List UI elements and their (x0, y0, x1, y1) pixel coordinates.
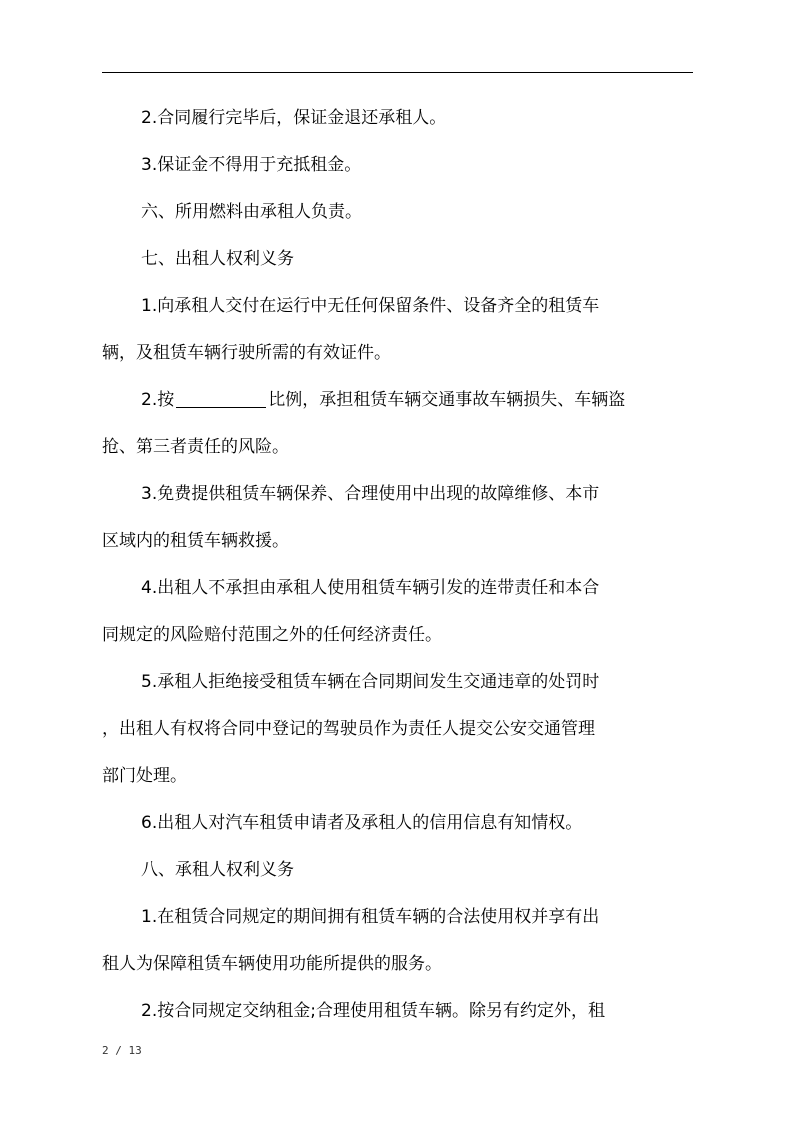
paragraph-lessor-duty-3-line-2: 区域内的租赁车辆救援。 (102, 531, 289, 551)
paragraph-lessee-right-2-line-1: 2.按合同规定交纳租金;合理使用租赁车辆。除另有约定外，租 (141, 1001, 605, 1021)
paragraph-deposit-not-rent: 3.保证金不得用于充抵租金。 (141, 155, 362, 175)
section-six-heading: 六、所用燃料由承租人负责。 (141, 202, 362, 222)
paragraph-lessor-duty-3-line-1: 3.免费提供租赁车辆保养、合理使用中出现的故障维修、本市 (141, 484, 600, 504)
paragraph-lessee-right-1-line-2: 租人为保障租赁车辆使用功能所提供的服务。 (102, 954, 442, 974)
paragraph-lessor-duty-2-line-2: 抢、第三者责任的风险。 (102, 437, 289, 457)
paragraph-deposit-return: 2.合同履行完毕后，保证金退还承租人。 (141, 108, 447, 128)
document-body (102, 95, 693, 1035)
paragraph-lessor-duty-1-line-2: 辆，及租赁车辆行驶所需的有效证件。 (102, 343, 391, 363)
page-number: 2 / 13 (102, 1044, 142, 1057)
paragraph-lessor-duty-6: 6.出租人对汽车租赁申请者及承租人的信用信息有知情权。 (141, 813, 583, 833)
paragraph-lessor-duty-5-line-3: 部门处理。 (102, 766, 187, 786)
paragraph-lessor-duty-2-text: 比例，承担租赁车辆交通事故车辆损失、车辆盗 (268, 390, 626, 410)
paragraph-lessor-duty-1-line-1: 1.向承租人交付在运行中无任何保留条件、设备齐全的租赁车 (141, 296, 600, 316)
paragraph-lessor-duty-5-line-2: ，出租人有权将合同中登记的驾驶员作为责任人提交公安交通管理 (102, 719, 595, 739)
paragraph-lessor-duty-4-line-2: 同规定的风险赔付范围之外的任何经济责任。 (102, 625, 442, 645)
paragraph-lessee-right-1-line-1: 1.在租赁合同规定的期间拥有租赁车辆的合法使用权并享有出 (141, 907, 600, 927)
section-seven-heading: 七、出租人权利义务 (141, 249, 294, 269)
paragraph-lessor-duty-2-prefix: 2.按 (141, 390, 175, 410)
header-rule (102, 72, 693, 73)
paragraph-lessor-duty-2-line-1 (102, 377, 693, 424)
section-eight-heading: 八、承租人权利义务 (141, 860, 294, 880)
paragraph-lessor-duty-4-line-1: 4.出租人不承担由承租人使用租赁车辆引发的连带责任和本合 (141, 578, 600, 598)
paragraph-lessor-duty-5-line-1: 5.承租人拒绝接受租赁车辆在合同期间发生交通违章的处罚时 (141, 672, 600, 692)
ratio-blank-line (176, 390, 266, 408)
